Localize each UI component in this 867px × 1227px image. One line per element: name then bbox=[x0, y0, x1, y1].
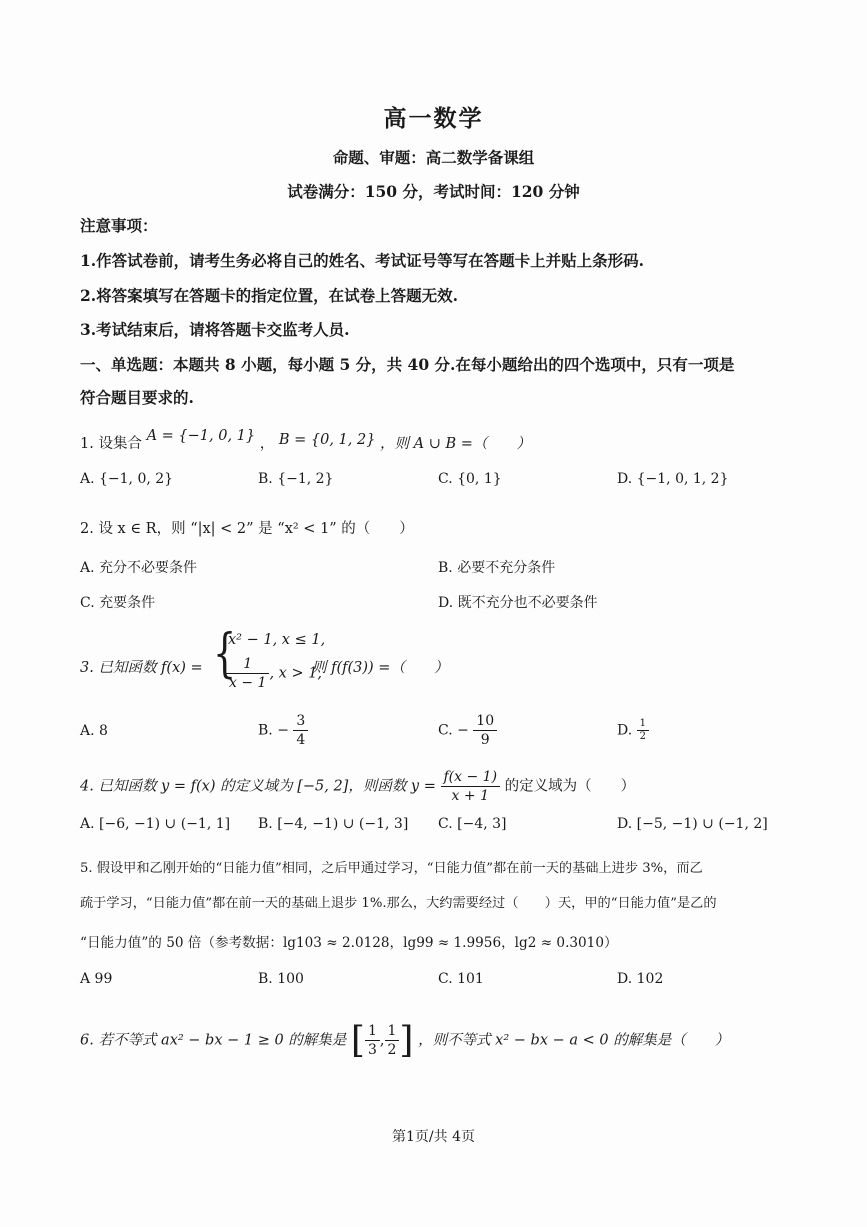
q4-frac-num: f(x − 1) bbox=[441, 768, 501, 787]
q3-piecewise-brace: { bbox=[212, 624, 237, 684]
q6-den-2: 2 bbox=[387, 1042, 397, 1058]
q4-option-d: D. [−5, −1) ∪ (−1, 2] bbox=[617, 816, 768, 832]
q3-option-c-num: 10 bbox=[473, 712, 497, 731]
q4-stem-prefix: 4. 已知函数 y = f(x) 的定义域为 [−5, 2]，则函数 y = bbox=[80, 778, 436, 795]
q3-option-b bbox=[258, 712, 308, 749]
section1-heading-line1: 一、单选题：本题共 8 小题，每小题 5 分，共 40 分.在每小题给出的四个选项中，只有一项是 bbox=[80, 355, 735, 374]
exam-info-line: 试卷满分：150 分，考试时间：120 分钟 bbox=[287, 182, 580, 201]
section1-heading-line2: 符合题目要求的. bbox=[80, 388, 194, 407]
note-item-3: 3.考试结束后，请将答题卡交监考人员. bbox=[80, 320, 350, 339]
q3-option-d-fraction bbox=[637, 718, 649, 743]
q6-tail: ，则不等式 x² − bx − a < 0 的解集是（ ） bbox=[418, 1032, 730, 1049]
q6-num-1: 1 bbox=[365, 1022, 380, 1041]
q1-option-d: D. {−1, 0, 1, 2} bbox=[617, 471, 729, 487]
q3-option-d-den: 2 bbox=[639, 731, 647, 742]
q1-stem bbox=[80, 428, 531, 453]
q6-den-1: 3 bbox=[367, 1042, 377, 1058]
q3-case2-num: 1 bbox=[226, 655, 269, 674]
q3-case2-den: x − 1 bbox=[229, 675, 267, 691]
q6-stem-prefix: 6. 若不等式 ax² − bx − 1 ≥ 0 的解集是 bbox=[80, 1032, 347, 1049]
q2-option-a: A. 充分不必要条件 bbox=[80, 560, 198, 576]
q1-set-a: A = {−1, 0, 1} bbox=[146, 428, 256, 444]
q4-tail: 的定义域为（ ） bbox=[504, 778, 636, 795]
q5-line-1: 5. 假设甲和乙刚开始的“日能力值”相同，之后甲通过学习，“日能力值”都在前一天的基础上进步 3%，而乙 bbox=[80, 861, 703, 876]
q3-function-label: 3. 已知函数 f(x) = bbox=[80, 660, 203, 676]
q3-option-c bbox=[438, 712, 497, 749]
q3-option-b-num: 3 bbox=[293, 712, 308, 731]
q3-tail: 则 f(f(3)) =（ ） bbox=[312, 660, 449, 676]
q1-sep: ， bbox=[259, 436, 275, 452]
q1-option-c: C. {0, 1} bbox=[438, 471, 502, 487]
q5-option-a: A 99 bbox=[80, 971, 113, 987]
q4-fraction bbox=[441, 768, 501, 805]
q4-frac-den: x + 1 bbox=[451, 788, 489, 804]
q6-interval-frac-2 bbox=[385, 1022, 400, 1059]
q1-option-b: B. {−1, 2} bbox=[258, 471, 334, 487]
q6-right-bracket: ] bbox=[399, 1020, 414, 1061]
page-number: 第1页/共 4页 bbox=[392, 1129, 475, 1145]
note-item-1: 1.作答试卷前，请考生务必将自己的姓名、考试证号等写在答题卡上并贴上条形码. bbox=[80, 251, 645, 270]
page-title: 高一数学 bbox=[383, 105, 484, 132]
q3-option-d bbox=[617, 718, 649, 743]
q3-option-a: A. 8 bbox=[80, 723, 108, 739]
q1-option-a: A. {−1, 0, 2} bbox=[80, 471, 174, 487]
q5-option-b: B. 100 bbox=[258, 971, 304, 987]
q3-option-c-den: 9 bbox=[480, 732, 490, 748]
q3-option-c-prefix: C. − bbox=[438, 722, 469, 739]
q4-option-a: A. [−6, −1) ∪ (−1, 1] bbox=[80, 816, 231, 832]
q3-option-b-den: 4 bbox=[296, 732, 306, 748]
q6-interval-frac-1 bbox=[365, 1022, 380, 1059]
q4-stem bbox=[80, 768, 635, 805]
q3-option-b-fraction bbox=[293, 712, 308, 749]
notes-heading: 注意事项： bbox=[80, 216, 158, 235]
q3-option-d-prefix: D. bbox=[617, 722, 633, 739]
q6-num-2: 1 bbox=[385, 1022, 400, 1041]
q2-option-b: B. 必要不充分条件 bbox=[438, 560, 556, 576]
q2-option-d: D. 既不充分也不必要条件 bbox=[438, 595, 598, 611]
q3-case-2 bbox=[226, 655, 322, 692]
q5-line-2: 疏于学习，“日能力值”都在前一天的基础上退步 1%.那么，大约需要经过（ ）天，甲的“日能力值”是乙的 bbox=[80, 896, 717, 911]
q1-stem-prefix: 1. 设集合 bbox=[80, 436, 142, 452]
note-item-2: 2.将答案填写在答题卡的指定位置，在试卷上答题无效. bbox=[80, 286, 459, 305]
q3-option-b-prefix: B. − bbox=[258, 722, 289, 739]
q6-stem: 6. 若不等式 ax² − bx − 1 ≥ 0 的解集是 [ $\frac{1}{3}$ , $\frac{1}{2}$ ] ，则不等式 x² − bx − a < 0 的解集是（ ） bbox=[80, 1020, 730, 1061]
q2-option-c: C. 充要条件 bbox=[80, 595, 156, 611]
q3-option-d-num: 1 bbox=[637, 718, 649, 731]
q5-line-3: “日能力值”的 50 倍（参考数据：lg103 ≈ 2.0128，lg99 ≈ 1.9956，lg2 ≈ 0.3010） bbox=[80, 935, 618, 951]
q5-option-c: C. 101 bbox=[438, 971, 484, 987]
q3-stem-prefix bbox=[80, 656, 203, 677]
q3-case2-fraction bbox=[226, 655, 269, 692]
q1-set-b: B = {0, 1, 2} bbox=[278, 432, 376, 448]
authors-line: 命题、审题：高二数学备课组 bbox=[332, 148, 535, 167]
q6-left-bracket: [ bbox=[350, 1020, 365, 1061]
q4-option-b: B. [−4, −1) ∪ (−1, 3] bbox=[258, 816, 409, 832]
q4-option-c: C. [−4, 3] bbox=[438, 816, 507, 832]
q2-stem: 2. 设 x ∈ R，则 “|x| < 2” 是 “x² < 1” 的（ ） bbox=[80, 521, 414, 537]
q5-option-d: D. 102 bbox=[617, 971, 664, 987]
q3-case2-cond: , x > 1, bbox=[269, 665, 323, 682]
q1-tail: ，则 A ∪ B =（ ） bbox=[380, 436, 531, 452]
q3-case-1: x² − 1, x ≤ 1, bbox=[228, 632, 326, 648]
q3-option-c-fraction bbox=[473, 712, 497, 749]
